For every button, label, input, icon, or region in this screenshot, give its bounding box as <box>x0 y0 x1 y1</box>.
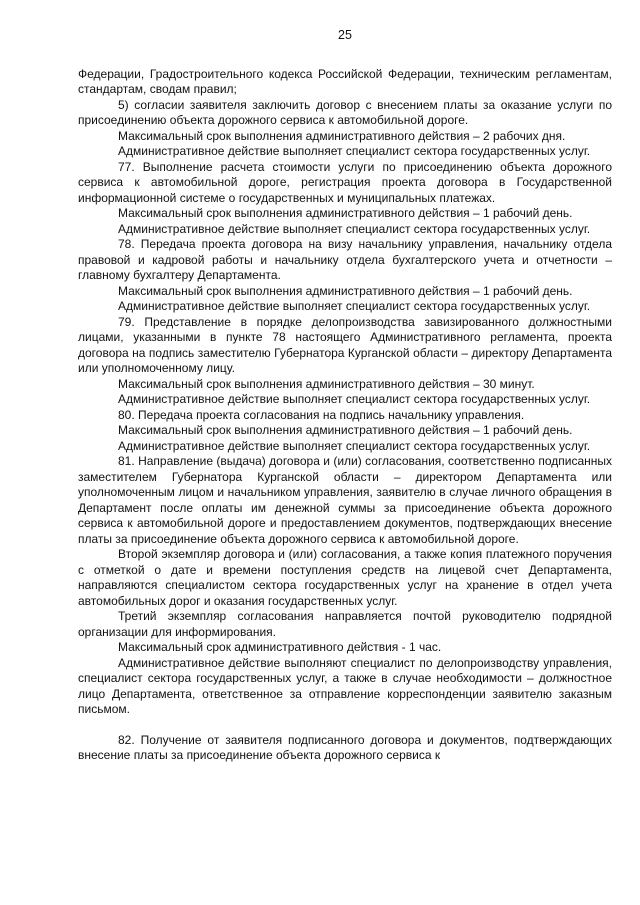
paragraph: 81. Направление (выдача) договора и (или) согласования, соответственно подписанных заместителем Губернатора Курганской области – директором Департамента или уполномоченным лицом и начальником управления, заявителю в случае личного обращения в Департамент после оплаты им денежной суммы за присоединение объекта дорожного сервиса к автомобильной дороге и предоставлением документов, подтверждающих внесение платы за присоединение объекта дорожного сервиса к автомобильной дороге. <box>78 454 612 546</box>
paragraph: Максимальный срок выполнения административного действия – 1 рабочий день. <box>118 283 573 298</box>
page-number: 25 <box>338 28 352 42</box>
paragraph: Федерации, Градостроительного кодекса Российской Федерации, техническим регламентам, стандартам, сводам правил; <box>78 66 612 96</box>
paragraph: 79. Представление в порядке делопроизводства завизированного должностными лицами, указанными в пункте 78 настоящего Административного регламента, проекта договора на подпись заместителю Губернатора Курганской области – директору Департамента или уполномоченному лицу. <box>78 314 612 375</box>
paragraph: Второй экземпляр договора и (или) согласования, а также копия платежного поручения с отметкой о дате и времени поступления средств на лицевой счет Департамента, направляются специалистом сектора государственных услуг на хранение в отдел учета автомобильных дорог и оказания государственных услуг. <box>78 547 612 608</box>
paragraph: 80. Передача проекта согласования на подпись начальнику управления. <box>118 407 525 422</box>
paragraph: Административное действие выполняют специалист по делопроизводству управления, специалист сектора государственных услуг, а также в случае необходимости – должностное лицо Департамента, ответственное за отправление корреспонденции заявителю заказным письмом. <box>78 655 612 716</box>
paragraph: Административное действие выполняет специалист сектора государственных услуг. <box>118 299 591 313</box>
paragraph: 5) согласии заявителя заключить договор с внесением платы за оказание услуги по присоединению объекта дорожного сервиса к автомобильной дороге. <box>78 97 612 127</box>
paragraph: Административное действие выполняет специалист сектора государственных услуг. <box>118 221 591 236</box>
paragraph: Максимальный срок выполнения административного действия – 2 рабочих дня. <box>118 128 566 143</box>
paragraph: 78. Передача проекта договора на визу начальнику управления, начальнику отдела правовой и кадровой работы и начальнику отдела бухгалтерского учета и отчетности – главному бухгалтеру Департамента. <box>78 237 612 282</box>
paragraph: Третий экземпляр согласования направляется почтой руководителю подрядной организации для информирования. <box>78 609 612 639</box>
paragraph: 77. Выполнение расчета стоимости услуги по присоединению объекта дорожного сервиса к автомобильной дороге, регистрация проекта договора в Государственной информационной системе о государственных и муниципальных платежах. <box>78 159 612 205</box>
paragraph: Максимальный срок административного действия - 1 час. <box>118 640 442 654</box>
paragraph: Административное действие выполняет специалист сектора государственных услуг. <box>118 392 591 406</box>
paragraph: Максимальный срок выполнения административного действия – 30 минут. <box>118 376 535 391</box>
paragraph: Максимальный срок выполнения административного действия – 1 рабочий день. <box>118 206 573 220</box>
paragraph: Административное действие выполняет специалист сектора государственных услуг. <box>118 438 591 453</box>
paragraph: Административное действие выполняет специалист сектора государственных услуг. <box>118 144 591 158</box>
document-page <box>78 0 612 764</box>
paragraph: Максимальный срок выполнения административного действия – 1 рабочий день. <box>118 423 573 437</box>
paragraph: 82. Получение от заявителя подписанного договора и документов, подтверждающих внесение платы за присоединение объекта дорожного сервиса к <box>78 732 612 762</box>
document-body <box>78 67 612 764</box>
